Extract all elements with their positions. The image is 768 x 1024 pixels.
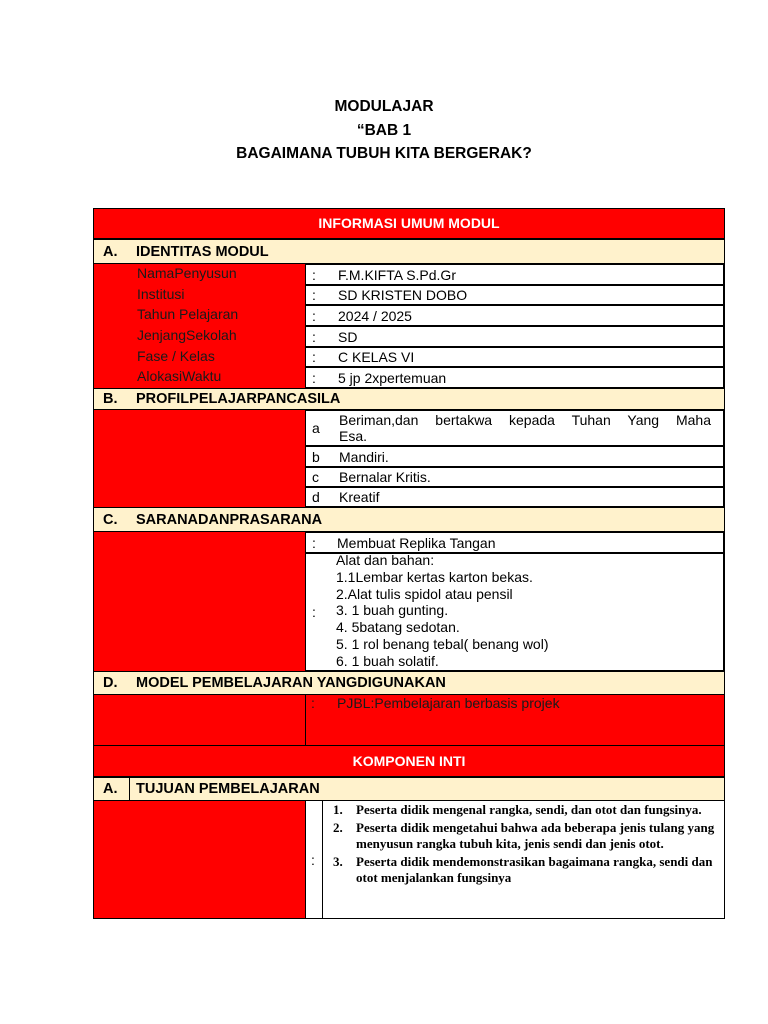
label-alokasi-waktu: AlokasiWaktu bbox=[137, 368, 222, 384]
sarana-row-activity bbox=[305, 532, 724, 553]
model-divider bbox=[305, 695, 306, 745]
profil-marker-c: c bbox=[312, 469, 319, 485]
colon: : bbox=[312, 266, 316, 283]
label-institusi: Institusi bbox=[137, 286, 185, 302]
colon: : bbox=[312, 307, 316, 324]
tujuan-num: 2. bbox=[333, 819, 343, 835]
materials-line: 2.Alat tulis spidol atau pensil bbox=[336, 585, 513, 602]
value-row-nama-penyusun bbox=[305, 264, 724, 285]
tujuan-item bbox=[330, 854, 720, 887]
profil-text-a-line1: Beriman,dan bertakwa kepada Tuhan Yang Maha bbox=[339, 412, 711, 428]
section-a-header bbox=[93, 239, 725, 264]
materials-line: 3. 1 buah gunting. bbox=[336, 602, 449, 619]
tujuan-text: Peserta didik mendemonstrasikan bagaimana rangka, sendi dan otot menjalankan fungsinya bbox=[356, 853, 713, 885]
tujuan-text: Peserta didik mengetahui bahwa ada beberapa jenis tulang yang menyusun rangka tubuh kita, jenis sendi dan jenis otot. bbox=[356, 819, 715, 851]
tujuan-item bbox=[330, 802, 720, 819]
value-row-tahun-pelajaran bbox=[305, 305, 724, 326]
materials-line: 5. 1 rol benang tebal( benang wol) bbox=[336, 635, 549, 652]
tujuan-colon: : bbox=[311, 852, 315, 868]
profil-marker-a: a bbox=[312, 420, 320, 436]
section-b-letter: B. bbox=[103, 391, 118, 407]
colon: : bbox=[312, 287, 316, 303]
tujuan-item bbox=[330, 820, 720, 853]
tujuan-title: TUJUAN PEMBELAJARAN bbox=[136, 781, 320, 797]
tujuan-letter-divider bbox=[129, 777, 130, 801]
value-row-jenjang-sekolah bbox=[305, 326, 724, 347]
section-b-title: PROFILPELAJARPANCASILA bbox=[136, 391, 341, 407]
doc-title-line1: MODULAJAR bbox=[334, 98, 434, 115]
tujuan-header bbox=[93, 777, 725, 801]
section-a-title: IDENTITAS MODUL bbox=[136, 243, 269, 260]
value-fase-kelas: C KELAS VI bbox=[338, 349, 415, 365]
informasi-umum-label: INFORMASI UMUM MODUL bbox=[318, 215, 500, 231]
materials-line: Alat dan bahan: bbox=[336, 552, 435, 568]
colon: : bbox=[312, 604, 316, 620]
materials-list bbox=[336, 552, 548, 670]
profil-marker-b: b bbox=[312, 448, 320, 465]
komponen-inti-label: KOMPONEN INTI bbox=[352, 753, 466, 769]
model-colon: : bbox=[311, 695, 315, 711]
tujuan-text: Peserta didik mengenal rangka, sendi, dan otot dan fungsinya. bbox=[356, 802, 702, 817]
colon: : bbox=[312, 369, 316, 386]
profil-item-c bbox=[305, 467, 724, 487]
tujuan-num: 1. bbox=[333, 802, 343, 817]
label-fase-kelas: Fase / Kelas bbox=[137, 348, 215, 364]
section-d-letter: D. bbox=[103, 675, 118, 691]
section-c-letter: C. bbox=[103, 511, 118, 528]
profil-item-d bbox=[305, 487, 724, 507]
tujuan-num: 3. bbox=[333, 853, 343, 869]
label-nama-penyusun: NamaPenyusun bbox=[137, 265, 237, 281]
materials-line: 4. 5batang sedotan. bbox=[336, 619, 460, 636]
value-row-fase-kelas bbox=[305, 347, 724, 367]
section-a-letter: A. bbox=[103, 243, 118, 260]
profil-item-a bbox=[305, 410, 724, 446]
materials-line: 1.1Lembar kertas karton bekas. bbox=[336, 568, 533, 585]
tujuan-list bbox=[330, 802, 720, 888]
profil-text-d: Kreatif bbox=[339, 489, 380, 505]
label-tahun-pelajaran: Tahun Pelajaran bbox=[137, 306, 239, 322]
informasi-umum-header bbox=[93, 208, 725, 239]
profil-text-b: Mandiri. bbox=[339, 448, 389, 465]
profil-text-c: Bernalar Kritis. bbox=[339, 469, 431, 485]
sarana-activity-text: Membuat Replika Tangan bbox=[337, 534, 496, 551]
section-c-header bbox=[93, 507, 725, 532]
value-institusi: SD KRISTEN DOBO bbox=[338, 287, 468, 303]
section-d-header bbox=[93, 671, 725, 695]
sarana-label-column bbox=[93, 532, 305, 671]
section-c-title: SARANADANPRASARANA bbox=[136, 511, 323, 528]
value-row-institusi bbox=[305, 285, 724, 305]
colon: : bbox=[312, 328, 316, 345]
doc-title-line3: BAGAIMANA TUBUH KITA BERGERAK? bbox=[236, 145, 532, 162]
colon: : bbox=[312, 349, 316, 365]
tujuan-colon-divider bbox=[322, 801, 323, 919]
value-alokasi-waktu: 5 jp 2xpertemuan bbox=[338, 369, 447, 386]
komponen-inti-header bbox=[93, 745, 725, 777]
profil-label-column bbox=[93, 410, 305, 507]
profil-text-a-line2: Esa. bbox=[339, 428, 368, 444]
colon: : bbox=[312, 534, 316, 551]
doc-title-line2: “BAB 1 bbox=[356, 122, 412, 139]
value-jenjang-sekolah: SD bbox=[338, 328, 358, 345]
label-jenjang-sekolah: JenjangSekolah bbox=[137, 327, 237, 343]
section-d-title: MODEL PEMBELAJARAN YANGDIGUNAKAN bbox=[136, 675, 446, 691]
value-row-alokasi-waktu bbox=[305, 367, 724, 388]
materials-line: 6. 1 buah solatif. bbox=[336, 652, 439, 669]
value-tahun-pelajaran: 2024 / 2025 bbox=[338, 307, 412, 324]
section-b-header bbox=[93, 388, 725, 410]
tujuan-label-column bbox=[93, 801, 305, 919]
model-text: PJBL:Pembelajaran berbasis projek bbox=[337, 695, 560, 711]
tujuan-letter: A. bbox=[103, 781, 118, 797]
profil-item-b bbox=[305, 446, 724, 467]
profil-marker-d: d bbox=[312, 489, 320, 505]
value-nama-penyusun: F.M.KIFTA S.Pd.Gr bbox=[338, 266, 456, 283]
